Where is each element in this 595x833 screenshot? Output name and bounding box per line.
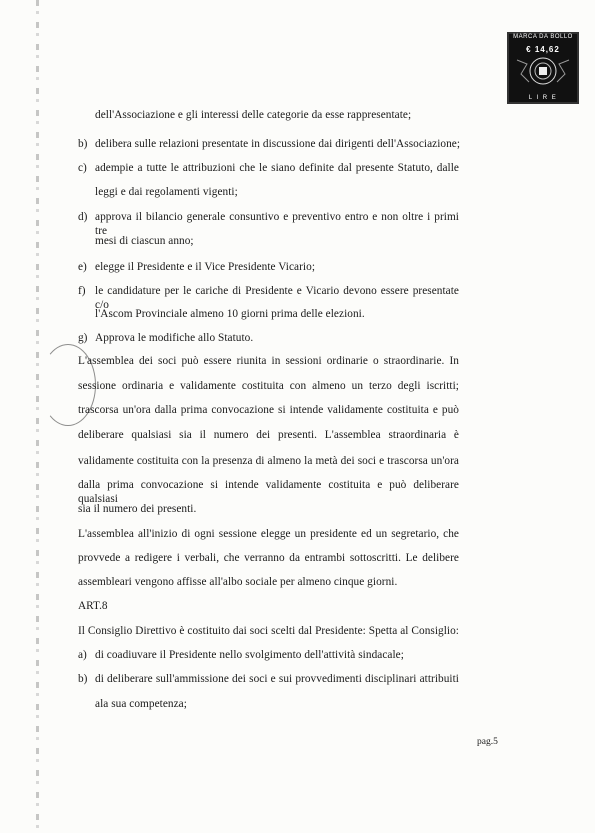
paragraph-line: sessione ordinaria e validamente costituita con almeno un terzo degli iscritti; xyxy=(78,380,459,392)
paragraph-line: sia il numero dei presenti. xyxy=(78,503,197,515)
list-text: le candidature per le cariche di Presidente e Vicario devono essere presentate c/o xyxy=(95,285,459,311)
paragraph-line: L'assemblea all'inizio di ogni sessione elegge un presidente ed un segretario, che xyxy=(78,528,459,540)
stamp-bottom-text: L I R E xyxy=(528,95,558,101)
list-text: l'Ascom Provinciale almeno 10 giorni prima delle elezioni. xyxy=(95,308,365,320)
list-label: d) xyxy=(78,211,88,223)
paragraph-line: trascorsa un'ora dalla prima convocazione si intende validamente costituita e può xyxy=(78,404,459,416)
stamp-top-text: MARCA DA BOLLO xyxy=(513,34,573,40)
list-text: Approva le modifiche allo Statuto. xyxy=(95,332,254,344)
list-text: di deliberare sull'ammissione dei soci e sui provvedimenti disciplinari attribuiti xyxy=(95,673,459,685)
stamp-emblem-icon xyxy=(513,54,573,88)
list-label: a) xyxy=(78,649,87,661)
list-text: approva il bilancio generale consuntivo e preventivo entro e non oltre i primi tre xyxy=(95,211,459,237)
list-label: g) xyxy=(78,332,88,344)
list-text: Il Consiglio Direttivo è costituito dai soci scelti dal Presidente: Spetta al Consiglio: xyxy=(78,625,459,637)
paragraph-line: dalla prima convocazione si intende validamente costituita e può deliberare qualsiasi xyxy=(78,479,459,505)
list-label: b) xyxy=(78,138,88,150)
paragraph-line: provvede a redigere i verbali, che verranno da entrambi sottoscritti. Le delibere xyxy=(78,552,459,564)
revenue-stamp xyxy=(507,32,579,104)
scan-binding-edge xyxy=(36,0,39,833)
list-text: elegge il Presidente e il Vice Presidente Vicario; xyxy=(95,261,316,273)
paragraph-line: L'assemblea dei soci può essere riunita in sessioni ordinarie o straordinarie. In xyxy=(78,355,459,367)
list-text: mesi di ciascun anno; xyxy=(95,235,194,247)
paragraph-line: assembleari vengono affisse all'albo sociale per almeno cinque giorni. xyxy=(78,576,398,588)
list-label: c) xyxy=(78,162,87,174)
list-label: f) xyxy=(78,285,86,297)
list-label: b) xyxy=(78,673,88,685)
list-text: leggi e dai regolamenti vigenti; xyxy=(95,186,238,198)
list-text: dell'Associazione e gli interessi delle categorie da esse rappresentate; xyxy=(95,109,412,121)
paragraph-line: deliberare qualsiasi sia il numero dei presenti. L'assemblea straordinaria è xyxy=(78,429,459,441)
page-number: pag.5 xyxy=(477,737,498,747)
stamp-value-text: € 14,62 xyxy=(526,45,560,54)
paragraph-line: validamente costituita con la presenza di almeno la metà dei soci e trascorsa un'ora xyxy=(78,455,459,467)
list-text: delibera sulle relazioni presentate in discussione dai dirigenti dell'Associazione; xyxy=(95,138,461,150)
list-text: di coadiuvare il Presidente nello svolgimento dell'attività sindacale; xyxy=(95,649,404,661)
list-text: adempie a tutte le attribuzioni che le siano definite dal presente Statuto, dalle xyxy=(95,162,459,174)
list-text: ala sua competenza; xyxy=(95,698,187,710)
list-label: e) xyxy=(78,261,87,273)
article-heading: ART.8 xyxy=(78,600,108,612)
